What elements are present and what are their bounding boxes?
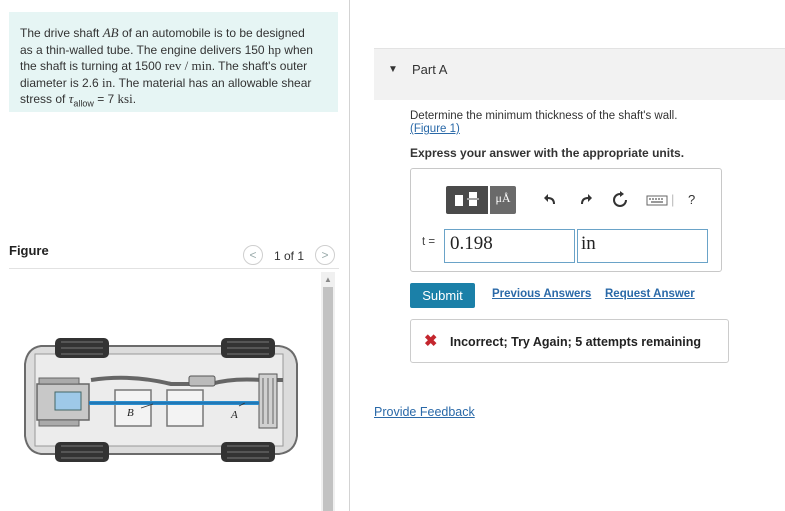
reset-icon[interactable] bbox=[611, 191, 629, 209]
diameter-unit: in bbox=[102, 74, 113, 90]
problem-text: diameter is 2.6 bbox=[20, 75, 103, 90]
part-a-header[interactable] bbox=[374, 48, 785, 100]
previous-figure-button[interactable] bbox=[243, 245, 263, 265]
caret-down-icon[interactable]: ▼ bbox=[388, 64, 398, 75]
panel-divider bbox=[349, 0, 350, 511]
automobile-chassis-figure bbox=[21, 334, 301, 466]
chevron-left-icon: < bbox=[249, 248, 257, 262]
keyboard-icon[interactable] bbox=[646, 191, 668, 209]
divider bbox=[9, 268, 339, 269]
unit-input[interactable]: in bbox=[577, 229, 708, 263]
value-input[interactable]: 0.198 bbox=[444, 229, 575, 263]
units-button[interactable]: μÅ bbox=[490, 186, 516, 214]
scroll-up-icon[interactable]: ▲ bbox=[324, 275, 332, 284]
question-text: Determine the minimum thickness of the shaft's wall. bbox=[410, 110, 678, 122]
feedback-message: Incorrect; Try Again; 5 attempts remaining bbox=[450, 335, 701, 349]
answer-panel bbox=[410, 168, 722, 272]
problem-text: . The shaft's outer bbox=[211, 59, 308, 73]
toolbar-separator: | bbox=[671, 192, 675, 207]
scroll-thumb[interactable] bbox=[323, 287, 333, 511]
redo-icon[interactable] bbox=[576, 191, 594, 209]
request-answer-link[interactable]: Request Answer bbox=[605, 288, 695, 300]
part-title: Part A bbox=[412, 62, 448, 77]
label-b: B bbox=[127, 407, 134, 419]
figure-link[interactable]: (Figure 1) bbox=[410, 123, 460, 135]
answer-instruction: Express your answer with the appropriate units. bbox=[410, 146, 685, 160]
speed-unit: rev / min bbox=[164, 58, 212, 73]
chevron-right-icon: > bbox=[321, 248, 329, 262]
submit-button[interactable]: Submit bbox=[410, 283, 475, 308]
undo-icon[interactable] bbox=[542, 191, 560, 209]
error-x-icon: ✖ bbox=[424, 333, 438, 350]
templates-icon bbox=[446, 186, 488, 214]
templates-button[interactable] bbox=[446, 186, 488, 214]
power-unit: hp bbox=[267, 41, 281, 57]
stress-unit: ksi bbox=[117, 91, 133, 106]
tau-symbol: τ bbox=[68, 91, 74, 106]
problem-text: stress of bbox=[20, 92, 69, 106]
shaft-variable: AB bbox=[102, 25, 119, 40]
problem-text: The drive shaft bbox=[20, 26, 103, 40]
problem-statement bbox=[9, 12, 338, 112]
problem-text: . bbox=[132, 92, 137, 106]
problem-text: of an automobile is to be designed bbox=[118, 26, 305, 40]
problem-text: . The material has an allowable shear bbox=[112, 75, 312, 90]
thickness-label: t = bbox=[422, 236, 436, 248]
label-a: A bbox=[231, 409, 238, 421]
provide-feedback-link[interactable]: Provide Feedback bbox=[374, 405, 475, 419]
figure-scrollbar[interactable] bbox=[321, 272, 335, 511]
problem-text: when bbox=[280, 42, 313, 57]
tau-subscript: allow bbox=[73, 98, 94, 109]
problem-text: the shaft is turning at 1500 bbox=[20, 59, 165, 73]
next-figure-button[interactable] bbox=[315, 245, 335, 265]
previous-answers-link[interactable]: Previous Answers bbox=[492, 288, 592, 300]
figure-counter: 1 of 1 bbox=[274, 249, 305, 263]
feedback-message-box bbox=[410, 319, 729, 363]
help-icon[interactable]: ? bbox=[688, 192, 696, 207]
problem-text: = 7 bbox=[93, 92, 118, 106]
math-toolbar bbox=[446, 186, 716, 214]
figure-heading: Figure bbox=[9, 243, 49, 258]
problem-text: as a thin-walled tube. The engine delivers 150 bbox=[20, 42, 268, 57]
